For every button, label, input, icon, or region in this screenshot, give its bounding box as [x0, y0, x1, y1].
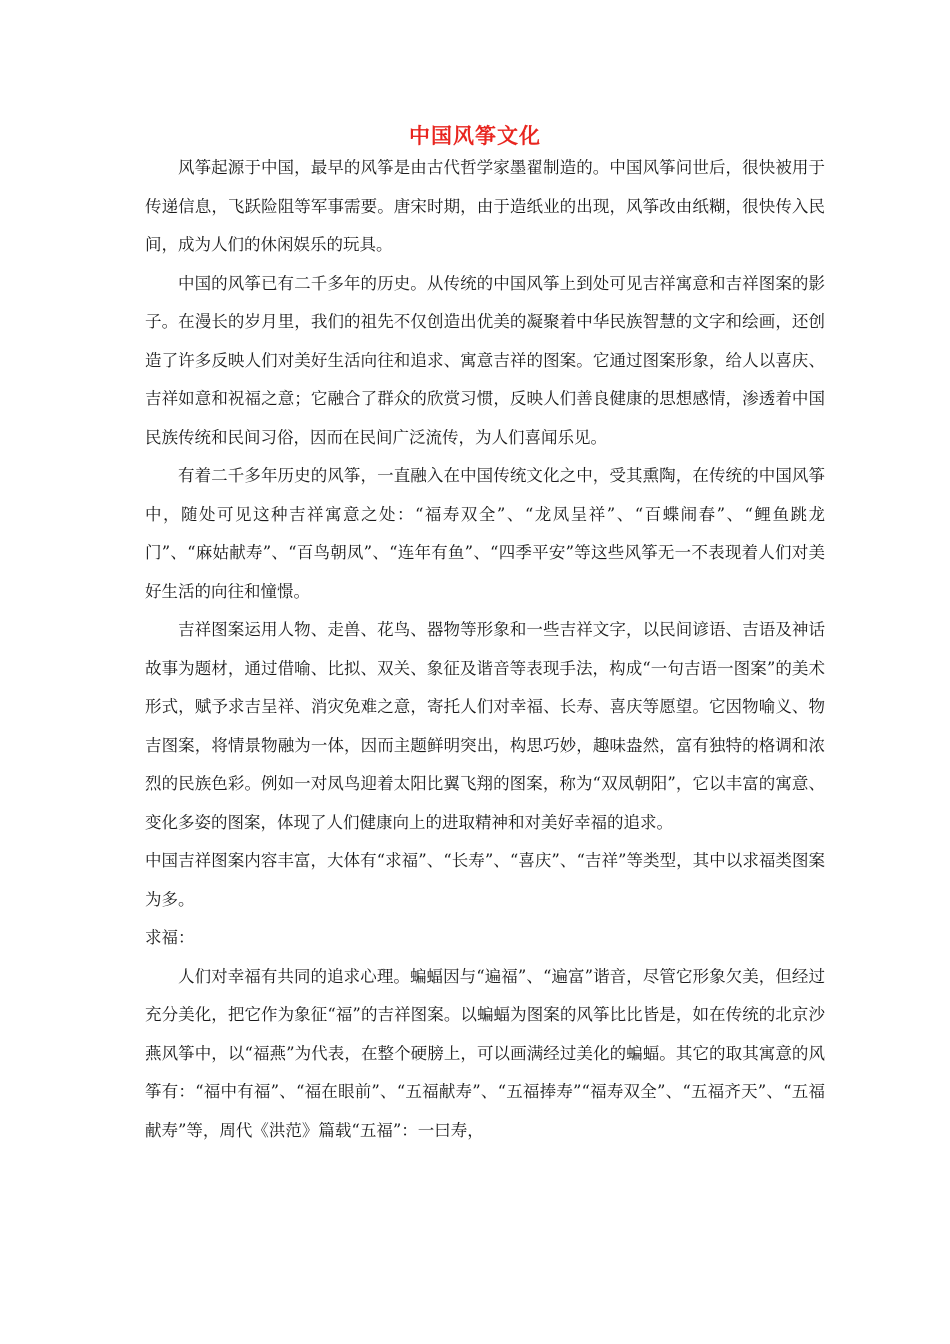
paragraph-pattern-types: 中国吉祥图案内容丰富，大体有“求福”、“长寿”、“喜庆”、“吉祥”等类型，其中以求福类图案为多。	[145, 851, 825, 909]
paragraph-history: 中国的风筝已有二千多年的历史。从传统的中国风筝上到处可见吉祥寓意和吉祥图案的影子。在漫长的岁月里，我们的祖先不仅创造出优美的凝聚着中华民族智慧的文字和绘画，还创造了许多反映人们对美好生活向往和追求、寓意吉祥的图案。它通过图案形象，给人以喜庆、吉祥如意和祝福之意；它融合了群众的欣赏习惯，反映人们善良健康的思想感情，渗透着中国民族传统和民间习俗，因而在民间广泛流传，为人们喜闻乐见。	[145, 273, 825, 447]
paragraph-auspicious-patterns: 吉祥图案运用人物、走兽、花鸟、器物等形象和一些吉祥文字，以民间谚语、吉语及神话故事为题材，通过借喻、比拟、双关、象征及谐音等表现手法，构成“一句吉语一图案”的美术形式，赋予求吉呈祥、消灾免难之意，寄托人们对幸福、长寿、喜庆等愿望。它因物喻义、物吉图案，将情景物融为一体，因而主题鲜明突出，构思巧妙，趣味盎然，富有独特的格调和浓烈的民族色彩。例如一对凤鸟迎着太阳比翼飞翔的图案，称为“双凤朝阳”，它以丰富的寓意、变化多姿的图案，体现了人们健康向上的进取精神和对美好幸福的追求。	[145, 620, 825, 832]
paragraph-bat-symbol: 人们对幸福有共同的追求心理。蝙蝠因与“遍福”、“遍富”谐音，尽管它形象欠美，但经过充分美化，把它作为象征“福”的吉祥图案。以蝙蝠为图案的风筝比比皆是，如在传统的北京沙燕风筝中，以“福燕”为代表，在整个硬膀上，可以画满经过美化的蝙蝠。其它的取其寓意的风筝有：“福中有福”、“福在眼前”、“五福献寿”、“五福捧寿”“福寿双全”、“五福齐天”、“五福献寿”等，周代《洪范》篇载“五福”：一曰寿，	[145, 966, 825, 1140]
section-heading-qiufu: 求福：	[145, 928, 195, 947]
paragraph-origin: 风筝起源于中国，最早的风筝是由古代哲学家墨翟制造的。中国风筝问世后，很快被用于传递信息，飞跃险阻等军事需要。唐宋时期，由于造纸业的出现，风筝改由纸糊，很快传入民间，成为人们的休闲娱乐的玩具。	[145, 158, 825, 254]
paragraph-auspicious-kites: 有着二千多年历史的风筝，一直融入在中国传统文化之中，受其熏陶，在传统的中国风筝中，随处可见这种吉祥寓意之处：“福寿双全”、“龙凤呈祥”、“百蝶闹春”、“鲤鱼跳龙门”、“麻姑献寿”、“百鸟朝凤”、“连年有鱼”、“四季平安”等这些风筝无一不表现着人们对美好生活的向往和憧憬。	[145, 466, 825, 601]
document-body	[145, 149, 825, 1150]
document-title: 中国风筝文化	[409, 124, 541, 148]
